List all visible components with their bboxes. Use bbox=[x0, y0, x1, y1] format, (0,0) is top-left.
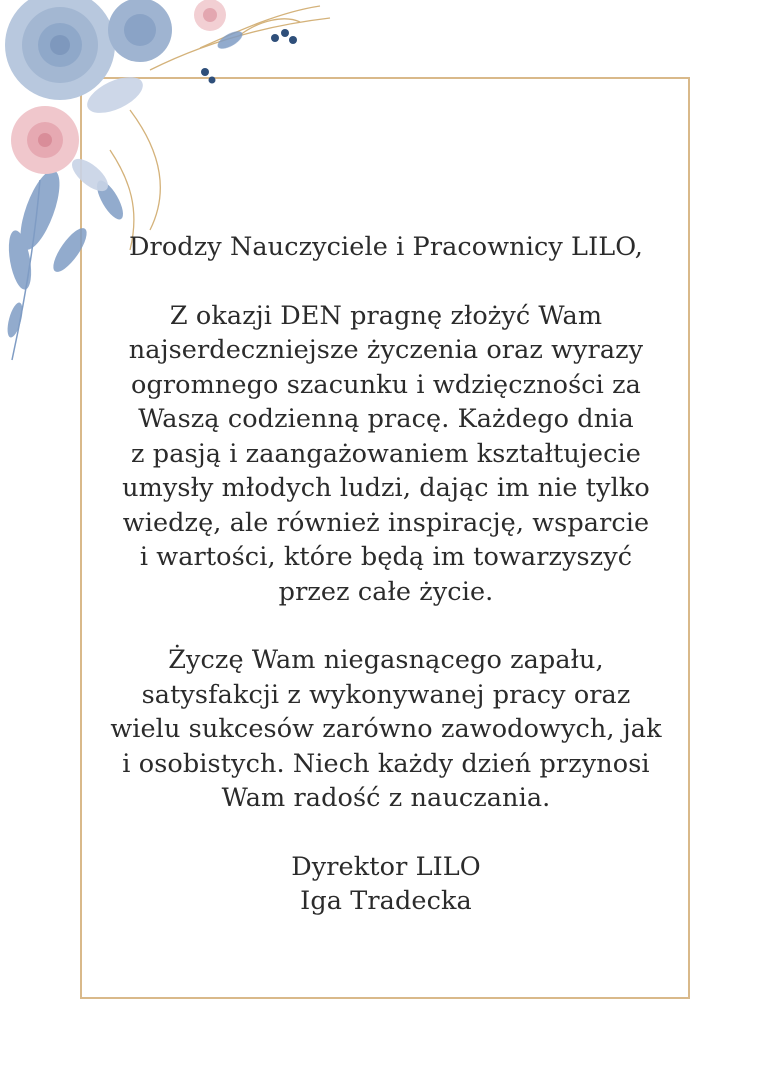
signature-title: Dyrektor LILO bbox=[291, 851, 481, 882]
text-line: satysfakcji z wykonywanej pracy oraz bbox=[141, 679, 631, 710]
text-line: Życzę Wam niegasnącego zapału, bbox=[168, 645, 604, 675]
pink-blossom-icon bbox=[194, 0, 226, 31]
signature bbox=[90, 850, 682, 919]
text-line: i wartości, które będą im towarzyszyć bbox=[139, 542, 633, 572]
text-line: najserdeczniejsze życzenia oraz wyrazy bbox=[128, 335, 644, 365]
text-line: umysły młodych ludzi, dając im nie tylko bbox=[122, 473, 650, 503]
paragraph-wishes bbox=[90, 299, 682, 610]
text-line: wiedzę, ale również inspirację, wsparcie bbox=[122, 507, 650, 538]
text-line: z pasją i zaangażowaniem kształtujecie bbox=[131, 438, 641, 469]
text-line: i osobistych. Niech każdy dzień przynosi bbox=[122, 748, 650, 779]
text-line: ogromnego szacunku i wdzięczności za bbox=[131, 369, 641, 400]
pink-flower-icon bbox=[11, 106, 79, 174]
text-line: przez całe życie. bbox=[278, 576, 494, 607]
greeting: Drodzy Nauczyciele i Pracownicy LILO, bbox=[129, 232, 643, 262]
text-line: Waszą codzienną pracę. Każdego dnia bbox=[138, 404, 634, 434]
blue-rose-icon bbox=[5, 0, 115, 100]
text-line: Z okazji DEN pragnę złożyć Wam bbox=[169, 300, 603, 331]
blue-flower-icon bbox=[108, 0, 172, 62]
text-line: Wam radość z nauczania. bbox=[221, 783, 551, 813]
berries-icon bbox=[201, 29, 297, 84]
paragraph-closing-wishes bbox=[90, 643, 682, 816]
text-line: wielu sukcesów zarówno zawodowych, jak bbox=[110, 714, 662, 744]
letter-body bbox=[90, 230, 682, 919]
signature-name: Iga Tradecka bbox=[300, 886, 472, 916]
